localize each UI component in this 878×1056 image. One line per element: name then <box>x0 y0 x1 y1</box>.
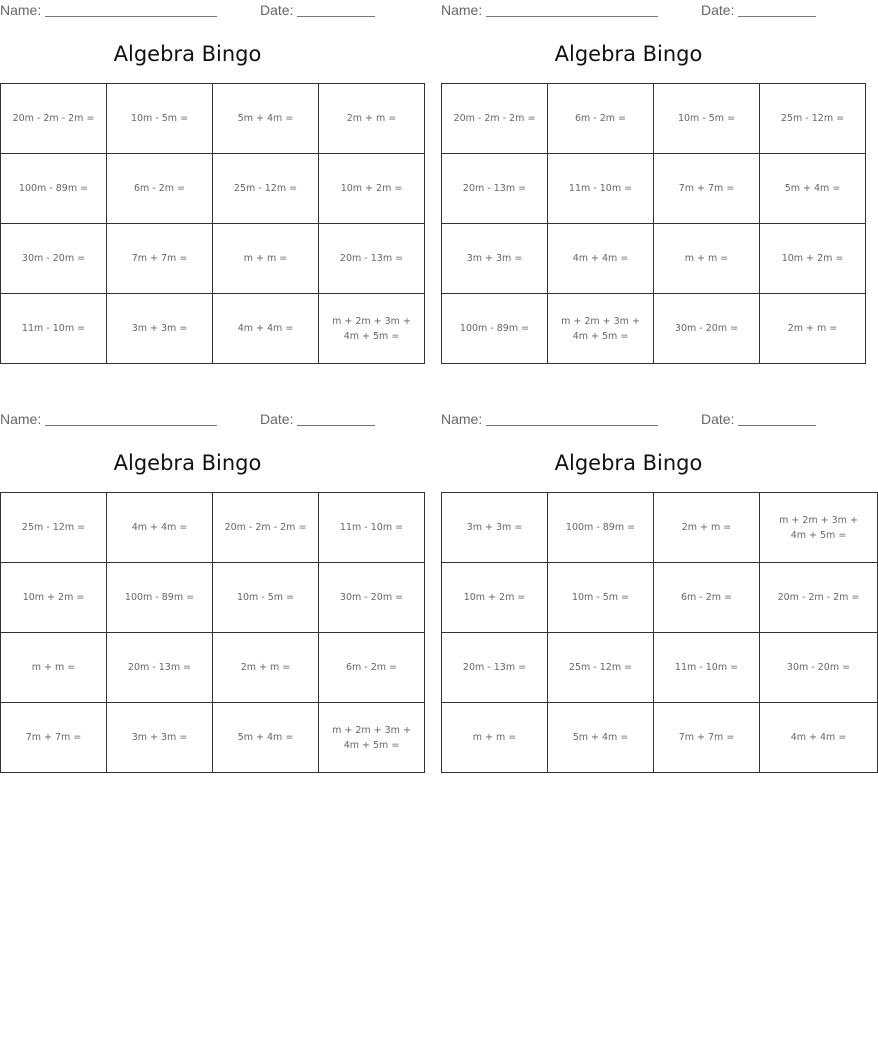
grid-row <box>442 633 878 703</box>
date-blank-line <box>738 16 816 17</box>
grid-cell: 7m + 7m = <box>107 224 213 294</box>
grid-cell: 6m - 2m = <box>107 154 213 224</box>
card-header <box>0 0 375 22</box>
bingo-grid <box>0 492 425 773</box>
grid-cell: 6m - 2m = <box>319 633 425 703</box>
grid-cell: 20m - 13m = <box>442 154 548 224</box>
grid-cell: 4m + 4m = <box>760 703 878 773</box>
date-blank-line <box>297 16 375 17</box>
grid-row <box>442 294 866 364</box>
card-title: Algebra Bingo <box>554 42 703 66</box>
date-blank-line <box>738 425 816 426</box>
date-label: Date: <box>701 2 735 18</box>
grid-cell: 10m + 2m = <box>319 154 425 224</box>
name-blank-line <box>45 16 217 17</box>
name-blank-line <box>486 425 658 426</box>
grid-cell: 25m - 12m = <box>213 154 319 224</box>
grid-row <box>1 563 425 633</box>
name-label: Name: <box>0 411 42 427</box>
grid-cell: 25m - 12m = <box>548 633 654 703</box>
card-header <box>441 0 816 22</box>
grid-cell: 20m - 13m = <box>319 224 425 294</box>
name-label: Name: <box>0 2 42 18</box>
grid-cell: 30m - 20m = <box>654 294 760 364</box>
grid-row <box>442 154 866 224</box>
grid-cell: 100m - 89m = <box>1 154 107 224</box>
grid-cell: 11m - 10m = <box>319 493 425 563</box>
grid-cell: 5m + 4m = <box>213 703 319 773</box>
grid-cell: 25m - 12m = <box>760 84 866 154</box>
grid-cell: 2m + m = <box>213 633 319 703</box>
name-label: Name: <box>441 411 483 427</box>
name-blank-line <box>45 425 217 426</box>
bingo-card-2 <box>441 0 845 342</box>
grid-cell: 100m - 89m = <box>107 563 213 633</box>
grid-cell: 25m - 12m = <box>1 493 107 563</box>
grid-cell: 11m - 10m = <box>1 294 107 364</box>
grid-cell: m + m = <box>654 224 760 294</box>
grid-row <box>442 563 878 633</box>
card-title: Algebra Bingo <box>113 42 262 66</box>
grid-cell: 30m - 20m = <box>1 224 107 294</box>
grid-cell: 20m - 13m = <box>107 633 213 703</box>
grid-cell: 7m + 7m = <box>654 154 760 224</box>
grid-cell: m + m = <box>213 224 319 294</box>
grid-cell: 4m + 4m = <box>548 224 654 294</box>
grid-cell: m + 2m + 3m + 4m + 5m = <box>760 493 878 563</box>
grid-cell: 20m - 2m - 2m = <box>213 493 319 563</box>
grid-row <box>1 703 425 773</box>
bingo-grid <box>0 83 425 364</box>
grid-cell: 11m - 10m = <box>548 154 654 224</box>
date-label: Date: <box>260 411 294 427</box>
grid-cell: 3m + 3m = <box>442 224 548 294</box>
grid-cell: 4m + 4m = <box>213 294 319 364</box>
grid-row <box>1 154 425 224</box>
grid-cell: 100m - 89m = <box>442 294 548 364</box>
grid-cell: m + 2m + 3m + 4m + 5m = <box>548 294 654 364</box>
grid-cell: 10m - 5m = <box>548 563 654 633</box>
grid-row <box>1 493 425 563</box>
grid-cell: 11m - 10m = <box>654 633 760 703</box>
card-title: Algebra Bingo <box>113 451 262 475</box>
grid-cell: 2m + m = <box>760 294 866 364</box>
grid-cell: 30m - 20m = <box>319 563 425 633</box>
bingo-grid <box>441 83 866 364</box>
bingo-card-1 <box>0 0 411 342</box>
grid-row <box>1 224 425 294</box>
grid-cell: 2m + m = <box>319 84 425 154</box>
grid-cell: m + m = <box>1 633 107 703</box>
grid-row <box>1 84 425 154</box>
grid-row <box>442 224 866 294</box>
grid-cell: 10m - 5m = <box>654 84 760 154</box>
grid-cell: m + 2m + 3m + 4m + 5m = <box>319 294 425 364</box>
grid-cell: 5m + 4m = <box>760 154 866 224</box>
grid-row <box>442 493 878 563</box>
grid-cell: 20m - 2m - 2m = <box>1 84 107 154</box>
grid-cell: 30m - 20m = <box>760 633 878 703</box>
grid-cell: m + m = <box>442 703 548 773</box>
name-label: Name: <box>441 2 483 18</box>
grid-cell: 100m - 89m = <box>548 493 654 563</box>
grid-cell: 10m + 2m = <box>1 563 107 633</box>
grid-row <box>1 633 425 703</box>
card-title: Algebra Bingo <box>554 451 703 475</box>
grid-cell: m + 2m + 3m + 4m + 5m = <box>319 703 425 773</box>
date-blank-line <box>297 425 375 426</box>
grid-row <box>442 84 866 154</box>
bingo-card-3 <box>0 409 411 751</box>
grid-cell: 10m - 5m = <box>107 84 213 154</box>
date-label: Date: <box>260 2 294 18</box>
grid-cell: 7m + 7m = <box>1 703 107 773</box>
bingo-grid <box>441 492 878 773</box>
grid-cell: 10m + 2m = <box>760 224 866 294</box>
grid-row <box>442 703 878 773</box>
grid-cell: 6m - 2m = <box>654 563 760 633</box>
grid-cell: 10m - 5m = <box>213 563 319 633</box>
grid-cell: 2m + m = <box>654 493 760 563</box>
grid-cell: 4m + 4m = <box>107 493 213 563</box>
grid-row <box>1 294 425 364</box>
grid-cell: 3m + 3m = <box>107 294 213 364</box>
date-label: Date: <box>701 411 735 427</box>
name-blank-line <box>486 16 658 17</box>
bingo-card-4 <box>441 409 860 743</box>
grid-cell: 20m - 2m - 2m = <box>760 563 878 633</box>
grid-cell: 5m + 4m = <box>213 84 319 154</box>
grid-cell: 3m + 3m = <box>442 493 548 563</box>
grid-cell: 10m + 2m = <box>442 563 548 633</box>
grid-cell: 7m + 7m = <box>654 703 760 773</box>
grid-cell: 20m - 2m - 2m = <box>442 84 548 154</box>
grid-cell: 5m + 4m = <box>548 703 654 773</box>
grid-cell: 20m - 13m = <box>442 633 548 703</box>
card-header <box>441 409 816 431</box>
grid-cell: 3m + 3m = <box>107 703 213 773</box>
grid-cell: 6m - 2m = <box>548 84 654 154</box>
card-header <box>0 409 375 431</box>
